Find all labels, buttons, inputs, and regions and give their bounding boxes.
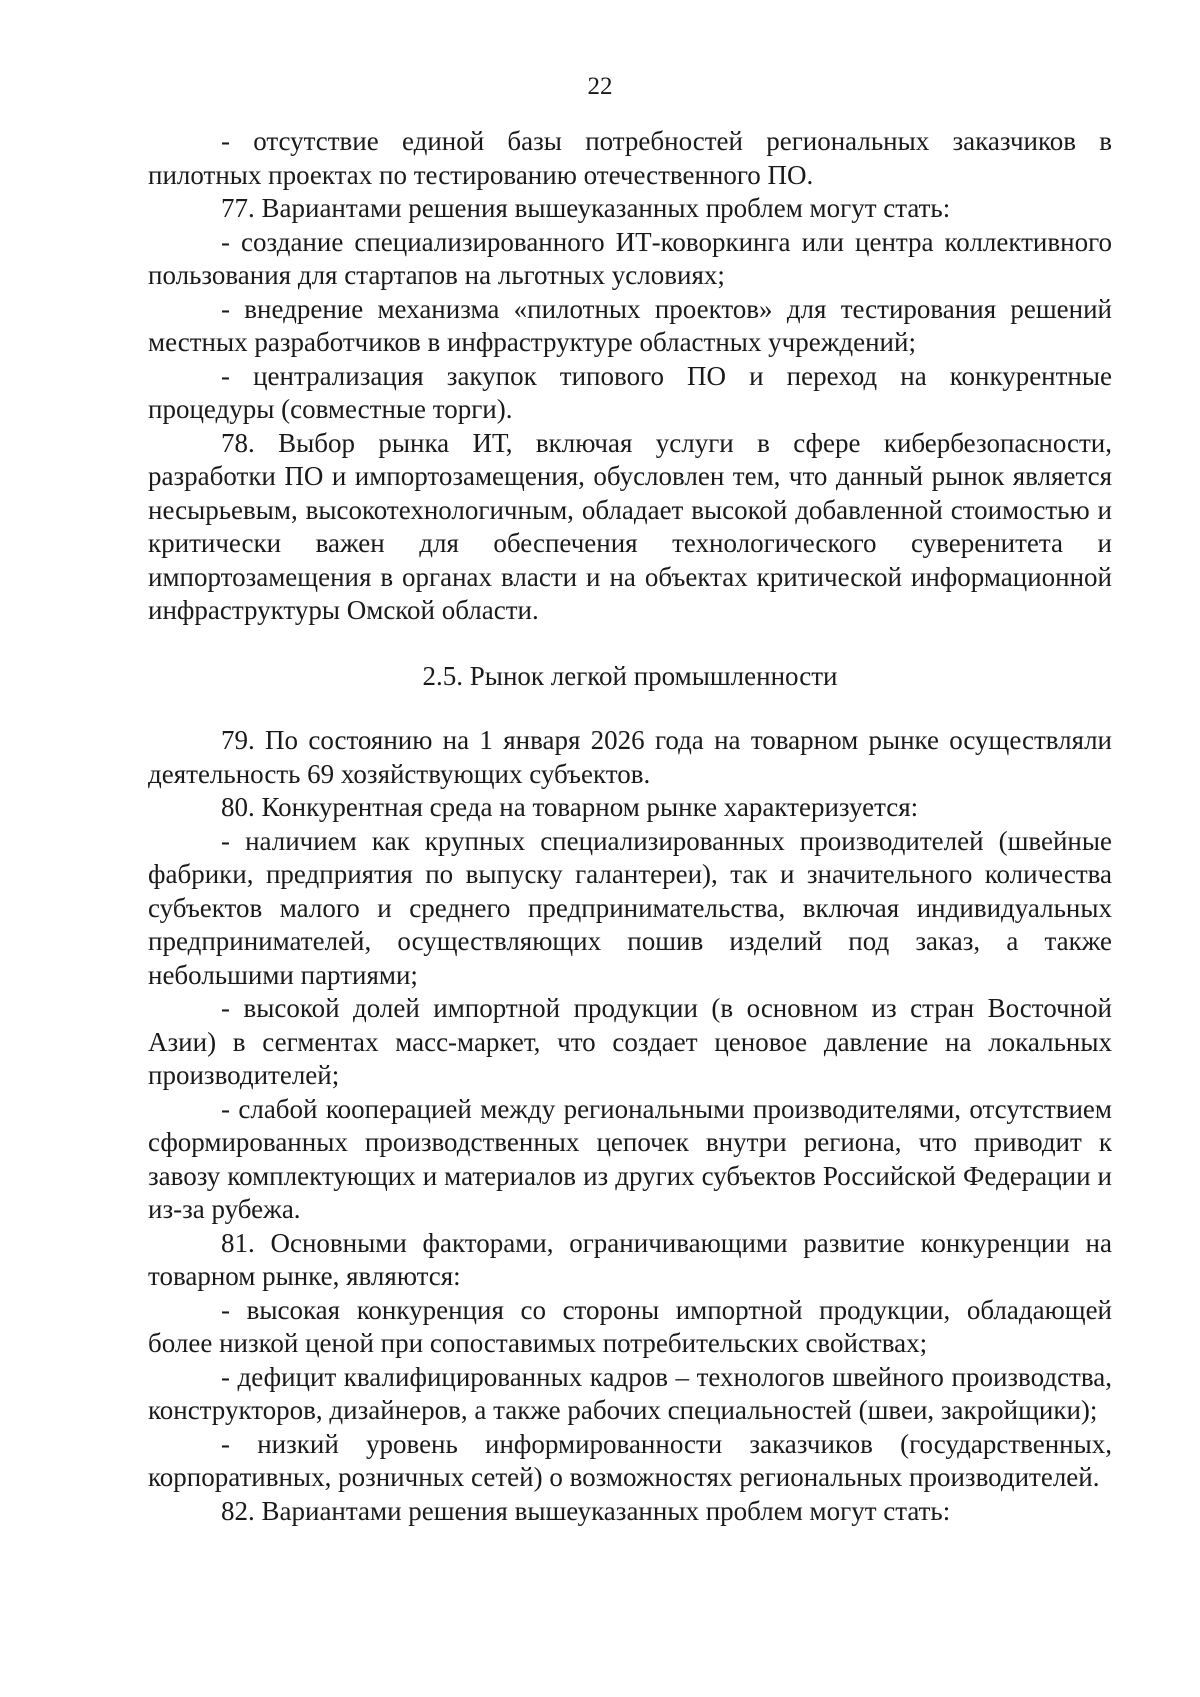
paragraph-import-share: - высокой долей импортной продукции (в основном из стран Восточной Азии) в сегментах масс-маркет, что создает ценовое давление на локальных производителей; bbox=[148, 993, 1112, 1090]
paragraph-missing-needs-base: - отсутствие единой базы потребностей региональных заказчиков в пилотных проектах по тестированию отечественного ПО. bbox=[148, 126, 1112, 190]
paragraph-low-awareness: - низкий уровень информированности заказчиков (государственных, корпоративных, розничных сетей) о возможностях региональных производителей. bbox=[148, 1428, 1112, 1492]
page-number: 22 bbox=[587, 73, 613, 100]
paragraph-it-coworking: - создание специализированного ИТ-коворкинга или центра коллективного пользования для стартапов на льготных условиях; bbox=[148, 226, 1112, 290]
paragraph-centralized-procurement: - централизация закупок типового ПО и переход на конкурентные процедуры (совместные торги). bbox=[148, 360, 1112, 424]
paragraph-81: 81. Основными факторами, ограничивающими развитие конкуренции на товарном рынке, являются: bbox=[148, 1227, 1112, 1291]
paragraph-77: 77. Вариантами решения вышеуказанных проблем могут стать: bbox=[221, 193, 951, 223]
paragraph-staff-shortage: - дефицит квалифицированных кадров – технологов швейного производства, конструкторов, дизайнеров, а также рабочих специальностей (швеи, закройщики); bbox=[148, 1361, 1112, 1425]
paragraph-weak-cooperation: - слабой кооперацией между региональными производителями, отсутствием сформированных производственных цепочек внутри региона, что приводит к завозу комплектующих и материалов из других субъектов Российской Федерации и из-за рубежа. bbox=[148, 1093, 1112, 1224]
section-heading: 2.5. Рынок легкой промышленности bbox=[422, 660, 838, 691]
paragraph-80: 80. Конкурентная среда на товарном рынке характеризуется: bbox=[221, 792, 919, 822]
document-body bbox=[148, 125, 1112, 1528]
paragraph-79: 79. По состоянию на 1 января 2026 года на товарном рынке осуществляли деятельность 69 хозяйствующих субъектов. bbox=[148, 725, 1112, 789]
paragraph-pilot-projects: - внедрение механизма «пилотных проектов» для тестирования решений местных разработчиков в инфраструктуре областных учреждений; bbox=[148, 293, 1112, 357]
paragraph-82: 82. Вариантами решения вышеуказанных проблем могут стать: bbox=[221, 1495, 951, 1526]
paragraph-import-competition: - высокая конкуренция со стороны импортной продукции, обладающей более низкой ценой при сопоставимых потребительских свойствах; bbox=[148, 1294, 1112, 1358]
paragraph-78: 78. Выбор рынка ИТ, включая услуги в сфере кибербезопасности, разработки ПО и импортозамещения, обусловлен тем, что данный рынок является несырьевым, высокотехнологичным, обладает высокой добавленной стоимостью и критически важен для обеспечения технологического суверенитета и импортозамещения в органах власти и на объектах критической информационной инфраструктуры Омской области. bbox=[148, 427, 1112, 625]
paragraph-large-producers: - наличием как крупных специализированных производителей (швейные фабрики, предприятия по выпуску галантереи), так и значительного количества субъектов малого и среднего предпринимательства, включая индивидуальных предпринимателей, осуществляющих пошив изделий под заказ, а также небольшими партиями; bbox=[148, 825, 1112, 990]
